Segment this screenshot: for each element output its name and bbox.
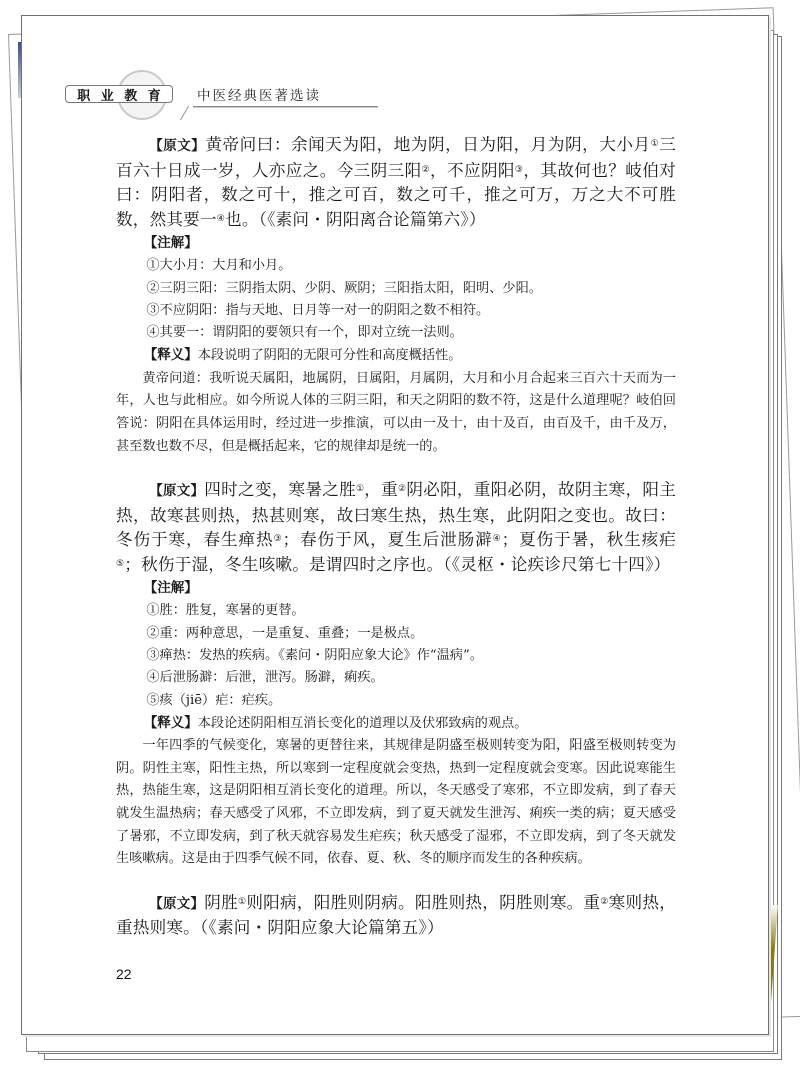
label-yuanwen: 【原文】 <box>149 483 205 500</box>
note-item: ①大小月：大月和小月。 <box>146 258 292 274</box>
paraphrase-text: 黄帝问道：我听说天属阳，地属阴，日属阳，月属阴，大月和小月合起来三百六十天而为一年，人也与此相应。如今所说人体的三阴三阳，和天之阴阳的数不符，这是什么道理呢？岐伯回答说：阴阳在具体运用时，经过进一步推演，可以由一及十，由十及百，由百及千，由千及万，甚至数也数不尽，但是概括起来，它的规律却是统一的。 <box>116 370 676 454</box>
page-content <box>116 133 676 941</box>
header-rule <box>193 106 378 107</box>
book-title: 中医经典医著选读 <box>197 88 321 104</box>
footnote-ref: ③ <box>273 534 283 545</box>
note-item: ④后泄肠澼：后泄，泄泻。肠澼，痢疾。 <box>146 670 384 686</box>
footnote-ref: ② <box>421 164 431 175</box>
footnote-ref: ② <box>600 896 609 907</box>
footnote-ref: ④ <box>492 534 502 545</box>
footnote-ref: ① <box>650 139 660 149</box>
note-item: ③不应阴阳：指与天地、日月等一对一的阴阳之数不相符。 <box>146 302 490 318</box>
footnote-ref: ④ <box>216 213 226 224</box>
note-item: ②重：两种意思，一是重复、重叠；一是极点。 <box>146 625 424 641</box>
footnote-ref: ① <box>355 484 365 495</box>
badge-char: 业 <box>100 88 114 104</box>
badge-char: 育 <box>147 88 161 104</box>
original-text: 【原文】阴胜①则阳病，阳胜则阴病。阳胜则热，阴胜则寒。重②寒则热，重热则寒。（《素问・阴阳应象大论篇第五》） <box>116 892 677 938</box>
footnote-ref: ⑤ <box>116 558 125 569</box>
original-text: 【原文】黄帝问曰：余闻天为阳，地为阴，日为阳，月为阴，大小月①三百六十日成一岁，人亦应之。今三阴三阳②，不应阴阳③，其故何也？岐伯对曰：阴阳者，数之可十，推之可百，数之可千，推之可万，万之大不可胜数，然其要一④也。（《素问・阴阳离合论篇第六》） <box>116 135 676 229</box>
label-yuanwen: 【原文】 <box>149 895 205 912</box>
explanation-summary: 【释义】本段论述阴阳相互消长变化的道理以及伏邪致病的观点。 <box>143 714 528 731</box>
badge-char: 教 <box>124 88 138 104</box>
footnote-ref: ① <box>237 896 247 907</box>
paraphrase-text: 一年四季的气候变化，寒暑的更替往来，其规律是阴盛至极则转变为阳，阳盛至极则转变为阴。阴性主寒，阳性主热，所以寒到一定程度就会变热，热到一定程度就会变寒。因此说寒能生热，热能生寒，这是阴阳相互消长变化的道理。所以，冬天感受了寒邪，不立即发病，到了春天就发生温热病；春天感受了风邪，不立即发病，到了夏天就发生泄泻、痢疾一类的病；夏天感受了暑邪，不立即发病，到了秋天就容易发生疟疾；秋天感受了湿邪，不立即发病，到了冬天就发生咳嗽病。这是由于四季气候不同，依春、夏、秋、冬的顺序而发生的各种疾病。 <box>116 738 676 867</box>
notes-heading: 【注解】 <box>143 580 198 597</box>
badge-char: 职 <box>77 88 91 104</box>
note-item: ②三阴三阳：三阴指太阴、少阴、厥阴；三阳指太阳，阳明、少阳。 <box>146 280 542 296</box>
footnote-ref: ③ <box>514 164 524 175</box>
page-number: 22 <box>116 966 132 982</box>
note-item: ⑤痎（jiē）疟：疟疾。 <box>146 692 282 708</box>
note-item: ④其要一：谓阴阳的要领只有一个，即对立统一法则。 <box>146 325 463 341</box>
original-text: 【原文】四时之变，寒暑之胜①，重②阴必阳，重阳必阴，故阴主寒，阳主热，故寒甚则热，热甚则寒，故曰寒生热，热生寒，此阴阳之变也。故曰：冬伤于寒，春生瘅热③；春伤于风，夏生后泄肠澼④；夏伤于暑，秋生痎疟⑤；秋伤于湿，冬生咳嗽。是谓四时之序也。（《灵枢・论疾诊尺第七十四》） <box>116 480 676 574</box>
label-yuanwen: 【原文】 <box>149 138 206 154</box>
series-badge <box>65 85 173 103</box>
notes-heading: 【注解】 <box>143 235 198 251</box>
header-divider <box>180 106 189 120</box>
explanation-summary: 【释义】本段说明了阴阳的无限可分性和高度概括性。 <box>143 347 462 364</box>
footnote-ref: ② <box>398 484 407 495</box>
page-header <box>65 70 405 122</box>
note-item: ①胜：胜复，寒暑的更替。 <box>146 603 305 619</box>
note-item: ③瘅热：发热的疾病。《素问・阴阳应象大论》作“温病”。 <box>146 648 483 664</box>
